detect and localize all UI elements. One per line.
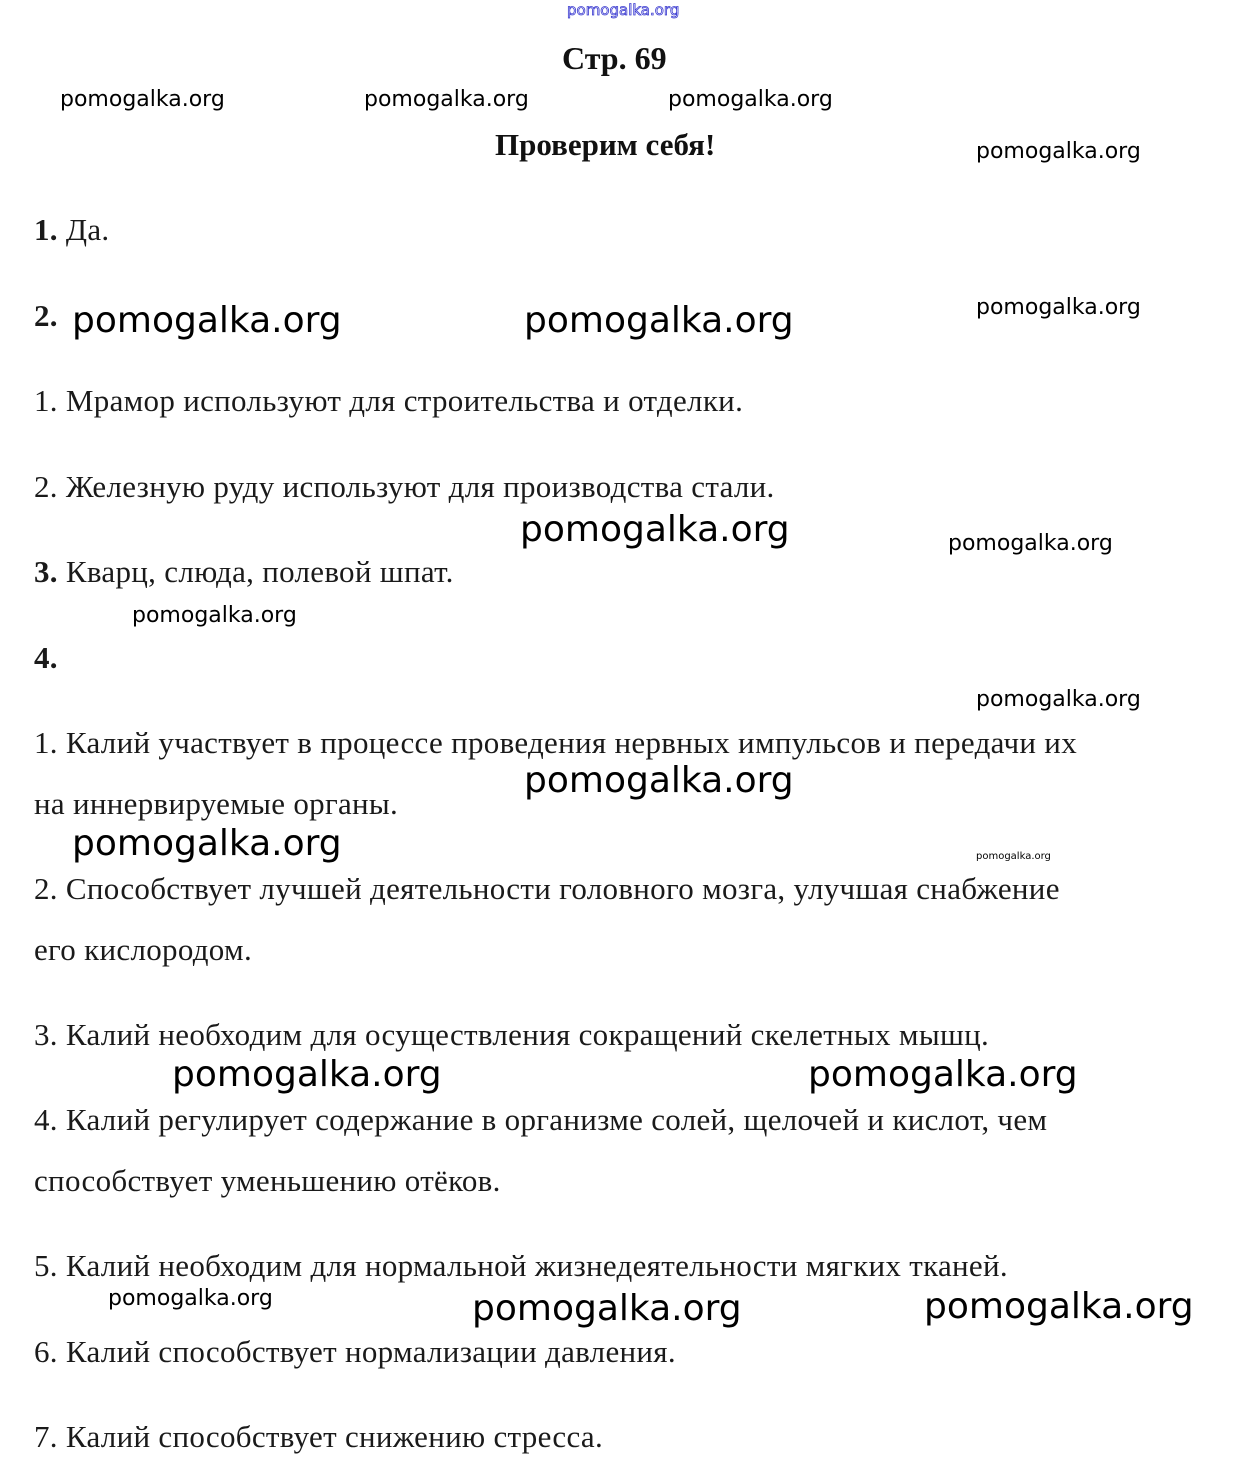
watermark: pomogalka.org [60, 87, 225, 112]
answer-4-number: 4. [34, 640, 58, 675]
answer-4-line: 7. Калий способствует снижению стресса. [34, 1419, 604, 1454]
answer-4-line: 6. Калий способствует нормализации давления. [34, 1334, 676, 1369]
watermark: pomogalka.org [364, 87, 529, 112]
answer-2-number: 2. [34, 298, 58, 333]
watermark: pomogalka.org [924, 1286, 1194, 1327]
answer-4-line: его кислородом. [34, 932, 252, 967]
watermark: pomogalka.org [108, 1286, 273, 1311]
answer-4-line: 4. Калий регулирует содержание в организме солей, щелочей и кислот, чем [34, 1102, 1048, 1137]
watermark: pomogalka.org [948, 531, 1113, 556]
watermark: pomogalka.org [524, 760, 794, 801]
watermark: pomogalka.org [976, 687, 1141, 712]
answer-text: Да. [65, 212, 110, 247]
watermark: pomogalka.org [524, 300, 794, 341]
watermark: pomogalka.org [976, 139, 1141, 164]
page-title: Стр. 69 [562, 40, 667, 76]
answer-4-line: 2. Способствует лучшей деятельности головного мозга, улучшая снабжение [34, 871, 1060, 906]
answer-1 [34, 214, 109, 245]
answer-4-line: способствует уменьшению отёков. [34, 1163, 501, 1198]
watermark: pomogalka.org [172, 1054, 442, 1095]
watermark: pomogalka.org [668, 87, 833, 112]
answer-2-item: 1. Мрамор используют для строительства и отделки. [34, 383, 744, 418]
watermark: pomogalka.org [132, 603, 297, 628]
answer-number: 3. [34, 554, 58, 589]
answer-4-line: на иннервируемые органы. [34, 786, 399, 821]
answer-4-line: 3. Калий необходим для осуществления сокращений скелетных мышц. [34, 1017, 990, 1052]
watermark: pomogalka.org [472, 1288, 742, 1329]
watermark: pomogalka.org [976, 295, 1141, 320]
answer-4-line: 5. Калий необходим для нормальной жизнедеятельности мягких тканей. [34, 1248, 1008, 1283]
watermark: pomogalka.org [72, 300, 342, 341]
watermark: pomogalka.org [520, 509, 790, 550]
answer-3 [34, 556, 454, 587]
section-title: Проверим себя! [495, 127, 716, 162]
top-watermark: pomogalka.org [567, 1, 680, 19]
watermark: pomogalka.org [808, 1054, 1078, 1095]
answer-4-line: 1. Калий участвует в процессе проведения нервных импульсов и передачи их [34, 725, 1077, 760]
watermark: pomogalka.org [976, 851, 1051, 862]
answer-2-item: 2. Железную руду используют для производства стали. [34, 469, 775, 504]
answer-number: 1. [34, 212, 58, 247]
watermark: pomogalka.org [72, 823, 342, 864]
answer-text: Кварц, слюда, полевой шпат. [65, 554, 454, 589]
